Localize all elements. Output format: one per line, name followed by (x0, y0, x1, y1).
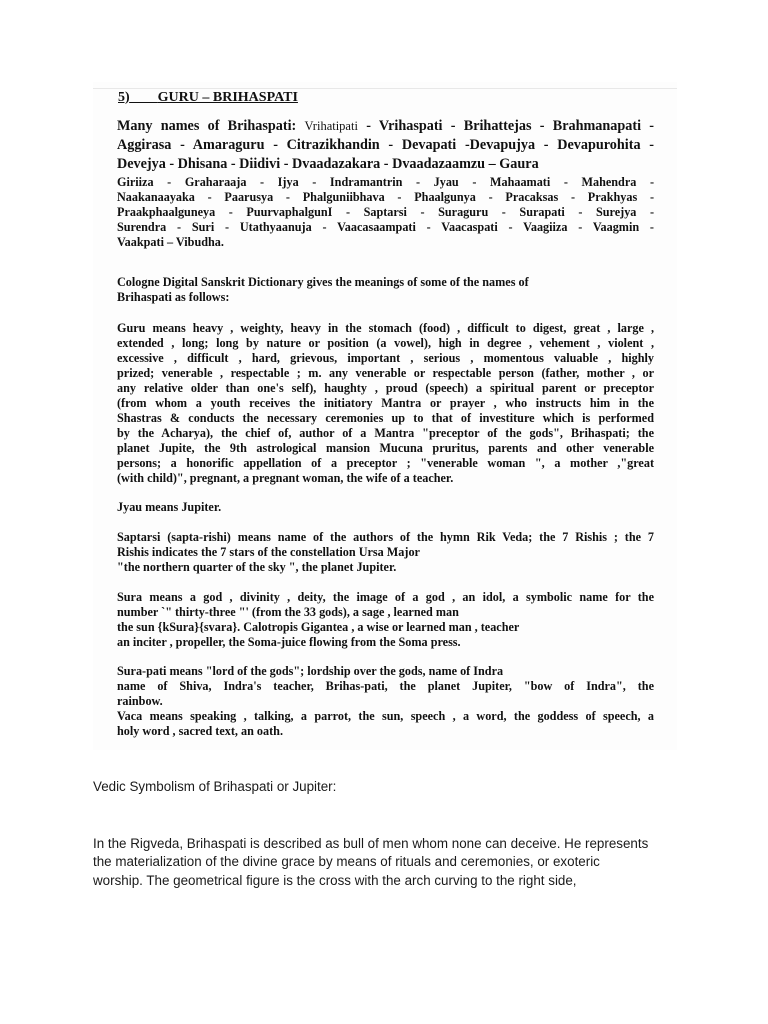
names-list-paragraph (117, 175, 654, 250)
surapati-line: Sura-pati means "lord of the gods"; lordship over the gods, name of Indra (117, 664, 504, 678)
guru-paragraph (117, 321, 654, 486)
names-intro-label: Many names of Brihaspati: (117, 118, 297, 134)
names-line: Praakphaalguneya - PuurvaphalgunI - Saptarsi - Suraguru - Surapati - Surejya - (117, 205, 654, 219)
guru-line: any relative older than one's self), haughty , proud (speech) a spiritual parent or preceptor (117, 381, 654, 395)
surapati-paragraph (117, 664, 654, 739)
vedic-line: worship. The geometrical figure is the cross with the arch curving to the right side, (93, 872, 577, 888)
guru-line: planet Jupite, the 9th astrological mansion Mucuna pruritus, parents and other venerable (117, 441, 654, 455)
vedic-line: In the Rigveda, Brihaspati is described as bull of men whom none can deceive. He represents (93, 836, 649, 851)
names-line: Naakanaayaka - Paarusya - Phalguniibhava - Phaalgunya - Pracaksas - Prakhyas - (117, 190, 654, 204)
sura-line: number `" thirty-three "' (from the 33 gods), a sage , learned man (117, 605, 459, 619)
guru-line: by the Acharya), the chief of, author of a Mantra "preceptor of the gods", Brihaspati; the (117, 426, 654, 440)
jyau-line: Jyau means Jupiter. (117, 500, 222, 514)
jyau-paragraph (117, 500, 654, 515)
sura-line: an inciter , propeller, the Soma-juice flowing from the Soma press. (117, 635, 461, 649)
surapati-line: rainbow. (117, 694, 163, 708)
sura-paragraph (117, 590, 654, 650)
section-heading (118, 90, 298, 106)
cologne-paragraph (117, 275, 654, 305)
guru-line: (with child)", pregnant, a pregnant woman, the wife of a teacher. (117, 471, 454, 485)
names-line: Vaakpati – Vibudha. (117, 235, 224, 249)
sura-line: the sun {kSura}{svara}. Calotropis Gigantea , a wise or learned man , teacher (117, 620, 520, 634)
section-title: GURU – BRIHASPATI (157, 90, 298, 105)
guru-line: extended , long; long by nature or position (a vowel), high in degree , vehement , violent , (117, 336, 654, 350)
vedic-symbolism-paragraph (93, 835, 683, 890)
cologne-line: Cologne Digital Sanskrit Dictionary gives the meanings of some of the names of (117, 275, 529, 289)
guru-line: Shastras & conducts the necessary ceremonies up to that of investiture which is performed (117, 411, 654, 425)
names-intro-rest: - Vrihaspati - Brihattejas - Brahmanapati - Aggirasa - Amaraguru - Citrazikhandin - Devapati -Devapujya - Devapurohita - Devejya - Dhisana - Diidivi - Dvaadazakara - Dvaadazaamzu – Gaura (117, 118, 655, 172)
guru-line: prized; venerable , respectable ; m. any venerable or respectable person (father, mother , or (117, 366, 654, 380)
saptarsi-line: Saptarsi (sapta-rishi) means name of the authors of the hymn Rik Veda; the 7 Rishis ; the 7 (117, 530, 654, 544)
cologne-line: Brihaspati as follows: (117, 290, 230, 304)
names-intro-first: Vrihatipati (304, 119, 358, 133)
names-line: Surendra - Suri - Utathyaanuja - Vaacasaampati - Vaacaspati - Vaagiiza - Vaagmin - (117, 220, 654, 234)
surapati-line: name of Shiva, Indra's teacher, Brihas-pati, the planet Jupiter, "bow of Indra", the (117, 679, 654, 693)
guru-line: excessive , difficult , hard, grievous, important , serious , momentous valuable , highly (117, 351, 654, 365)
names-intro-paragraph (117, 117, 654, 174)
scan-edge (93, 88, 677, 89)
vedic-line: the materialization of the divine grace by means of rituals and ceremonies, or exoteric (93, 854, 600, 870)
section-number: 5) (118, 90, 130, 105)
names-line: Giriiza - Graharaaja - Ijya - Indramantrin - Jyau - Mahaamati - Mahendra - (117, 175, 654, 189)
vaca-line: holy word , sacred text, an oath. (117, 724, 283, 738)
vaca-line: Vaca means speaking , talking, a parrot, the sun, speech , a word, the goddess of speech, a (117, 709, 654, 723)
guru-line: (from whom a youth receives the initiatory Mantra or prayer , who instructs him in the (117, 396, 654, 410)
guru-line: Guru means heavy , weighty, heavy in the stomach (food) , difficult to digest, great , large , (117, 321, 654, 335)
guru-line: persons; a honorific appellation of a preceptor ; "venerable woman ", a mother ,"great (117, 456, 654, 470)
vedic-symbolism-heading: Vedic Symbolism of Brihaspati or Jupiter: (93, 779, 337, 794)
sura-line: Sura means a god , divinity , deity, the image of a god , an idol, a symbolic name for the (117, 590, 654, 604)
saptarsi-line: Rishis indicates the 7 stars of the constellation Ursa Major (117, 545, 420, 559)
saptarsi-line: "the northern quarter of the sky ", the planet Jupiter. (117, 560, 397, 574)
saptarsi-paragraph (117, 530, 654, 575)
